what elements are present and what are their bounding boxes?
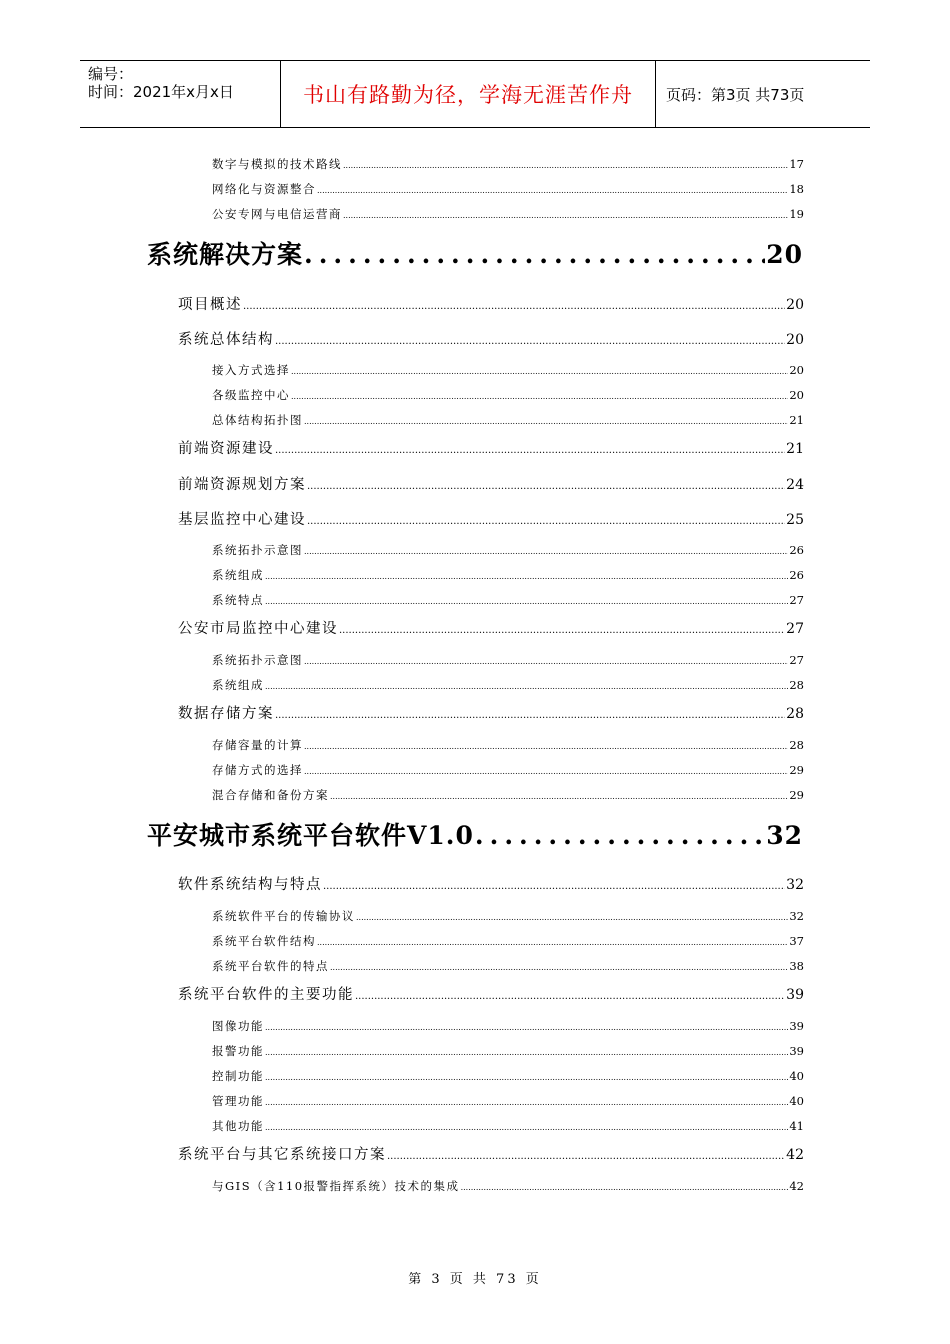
toc-entry-page: 41 [789,1119,804,1133]
toc-entry[interactable] [178,328,804,349]
toc-leader-dots [265,682,788,691]
toc-entry-page: 39 [786,987,804,1003]
toc-entry[interactable] [212,762,804,778]
toc-entry[interactable] [212,362,804,378]
toc-entry-page: 18 [789,182,804,196]
toc-entry[interactable] [212,958,804,974]
toc-entry[interactable] [212,933,804,949]
toc-entry[interactable] [212,1093,804,1109]
toc-entry-page: 21 [786,441,804,457]
toc-leader-dots [291,367,788,376]
toc-entry[interactable] [212,567,804,583]
toc-leader-dots [323,881,785,892]
toc-entry-title: 系统平台与其它系统接口方案 [178,1147,386,1163]
toc-leader-dots [304,767,788,776]
toc-entry[interactable] [212,206,804,222]
toc-entry[interactable] [212,787,804,803]
toc-leader-dots [265,1048,788,1057]
toc-leader-dots [355,991,785,1002]
toc-leader-dots [243,301,785,312]
toc-entry-title: 报警功能 [212,1044,264,1058]
toc-entry[interactable] [178,293,804,314]
toc-entry-title: 平安城市系统平台软件V1.0 [147,821,474,850]
toc-entry[interactable] [212,1178,804,1194]
toc-entry[interactable] [212,156,804,172]
toc-leader-dots [461,1183,789,1192]
toc-entry[interactable] [212,1043,804,1059]
toc-entry-page: 37 [789,934,804,948]
toc-entry-page: 17 [789,157,804,171]
toc-entry-page: 27 [789,653,804,667]
toc-leader-dots [330,963,788,972]
toc-entry-title: 与GIS（含110报警指挥系统）技术的集成 [212,1179,460,1193]
toc-entry[interactable] [178,437,804,458]
toc-entry-page: 38 [789,959,804,973]
toc-entry-title: 前端资源建设 [178,441,274,457]
toc-leader-dots [265,1073,788,1082]
toc-entry[interactable] [212,1118,804,1134]
toc-leader-dots [317,938,788,947]
toc-leader-dots [356,913,788,922]
toc-entry[interactable] [178,983,804,1004]
toc-leader-dots [304,657,788,666]
toc-leader-dots [265,597,788,606]
toc-entry-page: 39 [789,1044,804,1058]
toc-leader-dots [275,336,785,347]
toc-entry-page: 29 [789,788,804,802]
toc-entry-title: 系统特点 [212,593,264,607]
toc-entry-title: 项目概述 [178,297,242,313]
toc-entry-title: 系统组成 [212,678,264,692]
toc-entry-title: 其他功能 [212,1119,264,1133]
toc-entry[interactable] [212,412,804,428]
header-meta [80,61,281,127]
toc-entry[interactable] [212,592,804,608]
toc-leader-dots [291,392,788,401]
toc-entry[interactable] [212,181,804,197]
toc-leader-dots [317,186,788,195]
toc-entry-title: 基层监控中心建设 [178,512,306,528]
toc-leader-dots [307,481,785,492]
document-number-label: 编号： [88,65,134,83]
toc-entry-title: 总体结构拓扑图 [212,413,303,427]
toc-entry-page: 40 [789,1094,804,1108]
toc-entry-page: 42 [786,1147,804,1163]
toc-entry[interactable] [212,652,804,668]
toc-entry-title: 存储容量的计算 [212,738,303,752]
toc-entry[interactable] [178,617,804,638]
toc-leader-dots [275,445,785,456]
toc-leader-dots [304,547,788,556]
toc-entry[interactable] [212,1068,804,1084]
toc-entry-title: 系统平台软件结构 [212,934,316,948]
toc-entry-title: 控制功能 [212,1069,264,1083]
toc-leader-dots [475,821,765,850]
toc-leader-dots [304,240,765,269]
toc-entry-title: 系统平台软件的特点 [212,959,329,973]
toc-entry-page: 40 [789,1069,804,1083]
toc-entry-page: 20 [786,297,804,313]
toc-entry-page: 20 [766,240,803,269]
toc-entry-title: 网络化与资源整合 [212,182,316,196]
toc-entry-page: 20 [789,388,804,402]
toc-leader-dots [304,417,788,426]
toc-entry-page: 28 [786,706,804,722]
toc-entry-title: 系统拓扑示意图 [212,653,303,667]
toc-entry-title: 系统组成 [212,568,264,582]
page-header [80,60,870,128]
toc-entry-title: 图像功能 [212,1019,264,1033]
toc-entry[interactable] [178,1143,804,1164]
toc-entry-page: 26 [789,568,804,582]
toc-entry[interactable] [178,702,804,723]
toc-entry-page: 28 [789,738,804,752]
toc-entry-page: 29 [789,763,804,777]
toc-entry-title: 数据存储方案 [178,706,274,722]
page-footer: 第 3 页 共 73 页 [408,1272,542,1287]
header-page-info: 页码：第3页 共73页 [666,85,805,104]
toc-leader-dots [339,625,785,636]
toc-entry[interactable] [147,816,803,852]
toc-entry-title: 系统软件平台的传输协议 [212,909,355,923]
toc-entry-page: 28 [789,678,804,692]
toc-entry[interactable] [178,508,804,529]
toc-entry-page: 32 [789,909,804,923]
toc-entry-page: 20 [789,363,804,377]
toc-entry-title: 各级监控中心 [212,388,290,402]
toc-leader-dots [304,742,788,751]
toc-entry[interactable] [212,737,804,753]
toc-entry-title: 系统解决方案 [147,240,304,269]
toc-entry-page: 27 [786,621,804,637]
toc-entry-page: 25 [786,512,804,528]
toc-entry[interactable] [212,1018,804,1034]
toc-entry[interactable] [212,542,804,558]
toc-entry-title: 数字与模拟的技术路线 [212,157,342,171]
toc-entry-title: 系统平台软件的主要功能 [178,987,354,1003]
toc-entry-title: 混合存储和备份方案 [212,788,329,802]
header-motto: 书山有路勤为径，学海无涯苦作舟 [281,61,656,127]
toc-entry-title: 公安市局监控中心建设 [178,621,338,637]
toc-entry-title: 存储方式的选择 [212,763,303,777]
toc-leader-dots [307,516,785,527]
toc-entry-page: 32 [786,877,804,893]
toc-entry-page: 39 [789,1019,804,1033]
toc-leader-dots [387,1151,785,1162]
toc-entry-title: 公安专网与电信运营商 [212,207,342,221]
toc-leader-dots [265,572,788,581]
toc-leader-dots [343,161,788,170]
toc-entry-page: 27 [789,593,804,607]
toc-entry-title: 接入方式选择 [212,363,290,377]
toc-entry-page: 26 [789,543,804,557]
toc-entry-page: 42 [789,1179,804,1193]
toc-entry-title: 系统拓扑示意图 [212,543,303,557]
toc-entry[interactable] [147,235,803,271]
toc-entry-title: 软件系统结构与特点 [178,877,322,893]
toc-leader-dots [265,1098,788,1107]
toc-entry[interactable] [178,873,804,894]
toc-entry[interactable] [212,387,804,403]
toc-entry-page: 32 [766,821,803,850]
toc-entry-page: 21 [789,413,804,427]
toc-entry-title: 管理功能 [212,1094,264,1108]
toc-leader-dots [265,1023,788,1032]
toc-entry-page: 24 [786,477,804,493]
toc-entry-title: 前端资源规划方案 [178,477,306,493]
toc-leader-dots [343,211,788,220]
toc-entry-title: 系统总体结构 [178,332,274,348]
toc-leader-dots [275,710,785,721]
toc-entry-page: 19 [789,207,804,221]
document-date: 时间：2021年x月x日 [88,83,234,101]
toc-leader-dots [265,1123,788,1132]
toc-entry[interactable] [178,473,804,494]
toc-leader-dots [330,792,788,801]
toc-entry[interactable] [212,908,804,924]
toc-entry[interactable] [212,677,804,693]
toc-entry-page: 20 [786,332,804,348]
